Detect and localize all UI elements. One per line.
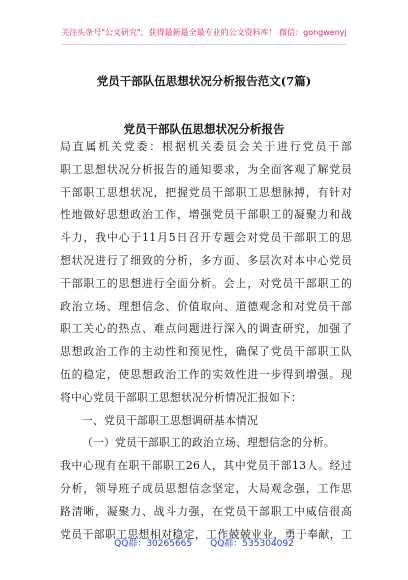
footer-qq-group-2: QQ群：535304092 — [210, 539, 294, 549]
body-line: 伍的稳定，使思想政治工作的实效性进一步得到增强。现 — [60, 367, 352, 381]
body-line: 干部职工思想状况，把握党员干部职工思想脉搏，有针对 — [60, 185, 352, 199]
body-line: 职工思想状况分析报告的通知要求，为全面客观了解党员 — [60, 162, 352, 176]
body-line: 斗力，我中心于11月5日召开专题会对党员干部职工的思 — [60, 231, 352, 245]
body-paragraph-2 — [60, 455, 352, 546]
body-line: 思想政治工作的主动性和预见性，确保了党员干部职工队 — [60, 345, 352, 359]
body-paragraph-1 — [60, 136, 352, 410]
body-line: 干部职工的思想进行全面分析。会上，对党员干部职工的 — [60, 276, 352, 290]
body-line: 我中心现有在职干部职工26人，其中党员干部13人。经过 — [60, 459, 352, 473]
sub-subsection-heading — [82, 432, 352, 455]
footer-contacts — [0, 536, 408, 549]
body-line: 职工关心的热点、难点问题进行深入的调查研究，加强了 — [60, 322, 352, 336]
subsection-heading-text: 一、党员干部职工思想调研基本情况 — [82, 413, 258, 427]
body-line: 政治立场、理想信念、价值取向、道德观念和对党员干部 — [60, 299, 352, 313]
body-line: 将中心党员干部职工思想状况分析情况汇报如下： — [60, 390, 302, 404]
footer-qq-group-1: QQ群：30265665 — [114, 539, 193, 549]
body-line: 路清晰，凝聚力、战斗力强，在党员干部职工中威信很高 — [60, 504, 352, 518]
body-line: 想状况进行了细致的分析，多方面、多层次对本中心党员 — [60, 253, 352, 267]
section-title: 党员干部队伍思想状况分析报告 — [123, 122, 285, 136]
document-title: 党员干部队伍思想状况分析报告范文(7篇) — [96, 74, 312, 88]
header-banner: 关注头条号"公文研究"，获得最新最全最专业的公文资料库！ 微信：gongwenyj — [61, 28, 347, 37]
sub-subsection-heading-text: （一）党员干部职工的政治立场、理想信念的分析。 — [82, 436, 335, 450]
body-line: 分析，领导班子成员思想信念坚定，大局观念强，工作思 — [60, 481, 352, 495]
body-line: 党员干部职工思想相对稳定，工作兢兢业业，勇于奉献，工 — [60, 527, 352, 541]
body-line: 性地做好思想政治工作，增强党员干部职工的凝聚力和战 — [60, 208, 352, 222]
body-line: 局直属机关党委：根据机关委员会关于进行党员干部 — [60, 140, 352, 153]
header-divider — [62, 44, 346, 45]
subsection-heading — [82, 410, 352, 433]
